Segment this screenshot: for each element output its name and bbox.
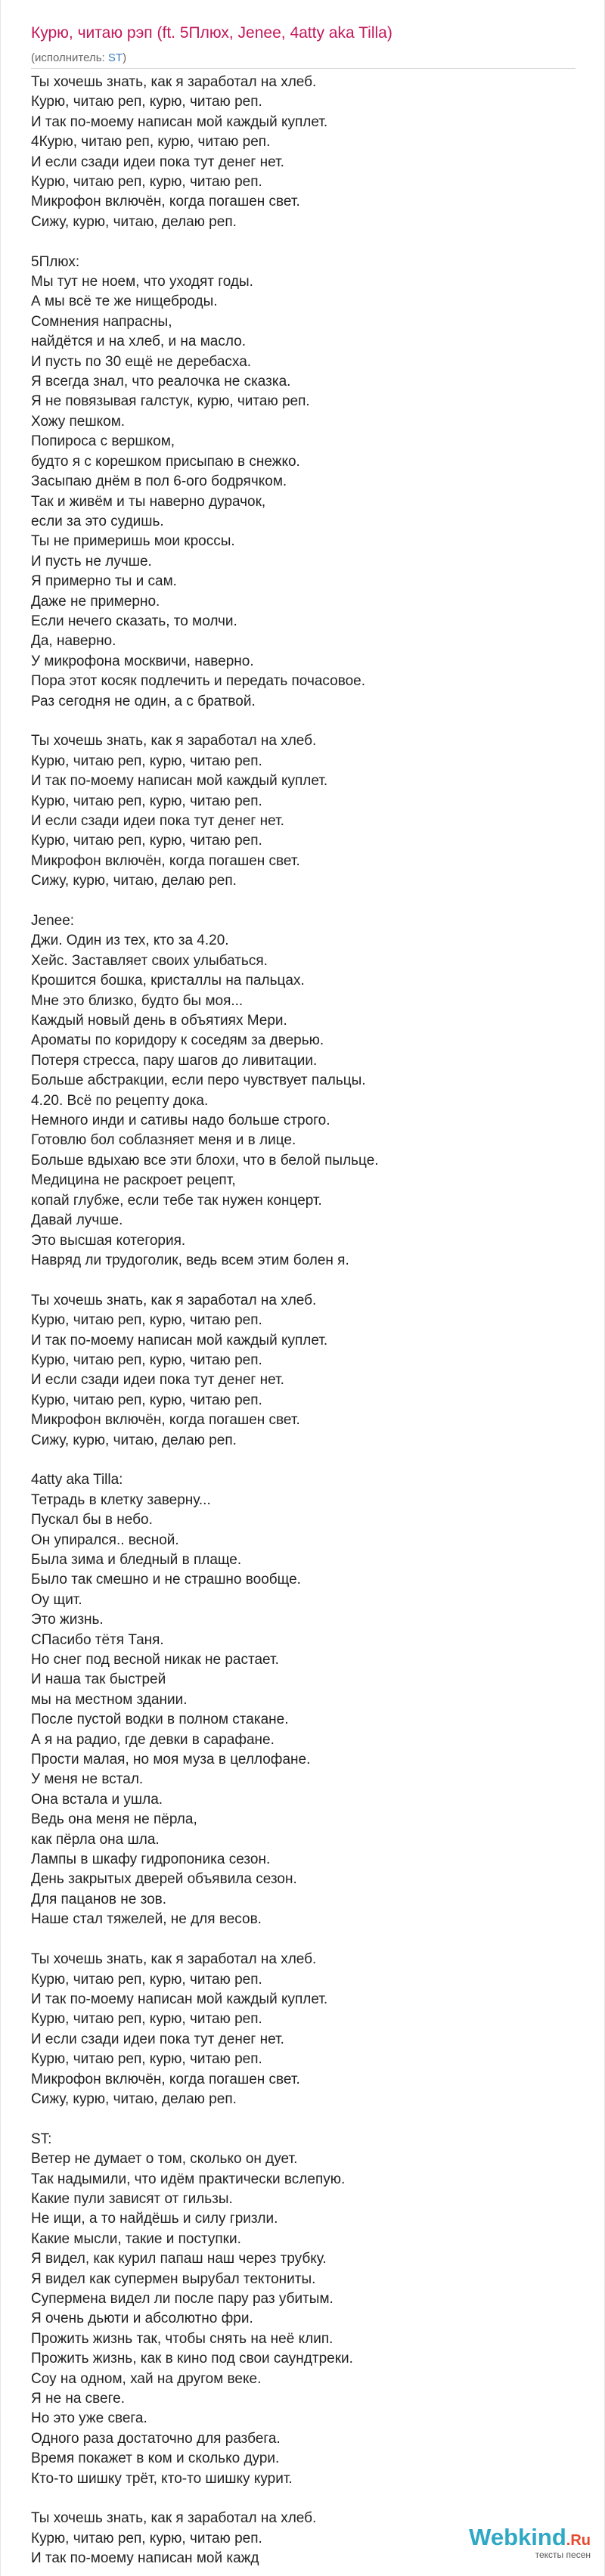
lyric-line: Да, наверно. <box>31 633 116 650</box>
logo-tagline: тексты песен <box>535 2550 591 2560</box>
lyric-line: Ведь она меня не пёрла, <box>31 1811 197 1828</box>
lyric-line: Ты хочешь знать, как я заработал на хлеб. <box>31 1951 317 1968</box>
lyric-line: Для пацанов не зов. <box>31 1891 167 1907</box>
lyric-line: Курю, читаю реп, курю, читаю реп. <box>31 2011 262 2028</box>
lyric-line: Курю, читаю реп, курю, читаю реп. <box>31 753 262 769</box>
lyric-line: Ты хочешь знать, как я заработал на хлеб. <box>31 2510 317 2527</box>
lyric-line: 4.20. Всё по рецепту дока. <box>31 1092 209 1109</box>
lyric-line: Мне это близко, будто бы моя... <box>31 992 244 1009</box>
lyric-blank-line <box>31 1271 576 1290</box>
lyric-line: И если сзади идеи пока тут денег нет. <box>31 1372 284 1389</box>
lyric-line: Это высшая котегория. <box>31 1232 186 1249</box>
lyric-line: Ветер не думает о том, сколько он дует. <box>31 2151 298 2168</box>
lyric-blank-line <box>31 1930 576 1950</box>
lyric-blank-line <box>31 232 576 252</box>
lyric-line: Попироса с вершком, <box>31 433 175 450</box>
lyric-line: Ты хочешь знать, как я заработал на хлеб. <box>31 74 317 90</box>
lyric-line: Было так смешно и не страшно вообще. <box>31 1572 301 1588</box>
lyric-line: Ароматы по коридору к соседям за дверью. <box>31 1032 324 1049</box>
lyric-line: Немного инди и сативы надо больше строго. <box>31 1113 330 1129</box>
lyric-blank-line <box>31 2489 576 2509</box>
logo-name: Webkind <box>469 2524 566 2550</box>
lyric-line: Я всегда знал, что реалочка не сказка. <box>31 374 291 390</box>
lyric-line: СПасибо тётя Таня. <box>31 1631 164 1648</box>
lyric-line: Курю, читаю реп, курю, читаю реп. <box>31 793 262 809</box>
lyric-line: найдётся и на хлеб, и на масло. <box>31 334 246 350</box>
lyric-line: Курю, читаю реп, курю, читаю реп. <box>31 2530 262 2547</box>
lyric-line: Сижу, курю, читаю, делаю реп. <box>31 213 237 230</box>
lyric-line: Микрофон включён, когда погашен свет. <box>31 1412 300 1429</box>
lyric-line: Сижу, курю, читаю, делаю реп. <box>31 1432 237 1448</box>
lyric-line: Так надымили, что идём практически вслепую. <box>31 2171 346 2187</box>
lyric-line: Jenee: <box>31 913 75 930</box>
lyric-line: Прожить жизнь, как в кино под свои саундтреки. <box>31 2351 353 2367</box>
lyric-line: Курю, читаю реп, курю, читаю реп. <box>31 2051 262 2068</box>
lyric-line: мы на местном здании. <box>31 1691 188 1708</box>
lyric-line: Хожу пешком. <box>31 413 126 430</box>
artist-link[interactable]: ST <box>107 51 123 64</box>
lyric-line: И так по-моему написан мой каждый куплет. <box>31 773 328 790</box>
lyric-line: Давай лучше. <box>31 1212 123 1229</box>
lyric-line: А мы всё те же нищеброды. <box>31 293 218 310</box>
lyric-line: И если сзади идеи пока тут денег нет. <box>31 154 284 170</box>
lyric-line: Не ищи, а то найдёшь и силу гризли. <box>31 2211 278 2227</box>
lyric-line: Я очень дьюти и абсолютно фри. <box>31 2311 253 2327</box>
lyric-line: Так и живём и ты наверно дурачок, <box>31 493 266 510</box>
lyric-line: Хейс. Заставляет своих улыбаться. <box>31 952 268 969</box>
lyric-line: И так по-моему написан мой каждый куплет. <box>31 1332 328 1349</box>
lyric-line: Соу на одном, хай на другом веке. <box>31 2370 262 2387</box>
lyric-line: Какие пули зависят от гильзы. <box>31 2190 233 2207</box>
lyric-line: Я не повязывая галстук, курю, читаю реп. <box>31 393 310 410</box>
header-divider <box>31 68 576 69</box>
lyric-line: Навряд ли трудоголик, ведь всем этим болен я. <box>31 1252 349 1268</box>
lyric-blank-line <box>31 1451 576 1470</box>
lyric-blank-line <box>31 2109 576 2129</box>
lyric-line: Сижу, курю, читаю, делаю реп. <box>31 873 237 889</box>
lyric-line: Засыпаю днём в пол 6-ого бодрячком. <box>31 473 287 490</box>
lyric-line: Потеря стресса, пару шагов до ливитации. <box>31 1052 318 1069</box>
lyric-line: Курю, читаю реп, курю, читаю реп. <box>31 833 262 849</box>
lyric-line: Но это уже свега. <box>31 2410 147 2427</box>
artist-prefix: (исполнитель: <box>31 51 105 64</box>
lyric-blank-line <box>31 892 576 911</box>
lyric-line: Каждый новый день в объятиях Мери. <box>31 1013 287 1029</box>
lyric-line: Я примерно ты и сам. <box>31 573 177 590</box>
lyric-line: Микрофон включён, когда погашен свет. <box>31 852 300 869</box>
lyric-line: 5Плюх: <box>31 253 80 270</box>
lyric-line: Это жизнь. <box>31 1612 104 1628</box>
lyric-line: будто я с корешком присыпаю в снежко. <box>31 453 300 470</box>
lyric-line: Наше стал тяжелей, не для весов. <box>31 1911 262 1928</box>
lyric-line: У микрофона москвичи, наверно. <box>31 653 254 669</box>
lyric-line: Но снег под весной никак не растает. <box>31 1652 279 1668</box>
lyric-line: Сижу, курю, читаю, делаю реп. <box>31 2090 237 2107</box>
logo-tld: .Ru <box>566 2532 591 2549</box>
lyric-line: Больше вдыхаю все эти блохи, что в белой пыльце. <box>31 1152 379 1169</box>
lyric-line: Сомнения напрасны, <box>31 313 172 330</box>
lyric-line: Ты хочешь знать, как я заработал на хлеб. <box>31 1292 317 1308</box>
lyric-line: После пустой водки в полном стакане. <box>31 1712 289 1728</box>
lyric-line: Была зима и бледный в плаще. <box>31 1551 242 1568</box>
lyrics-body <box>31 73 576 2569</box>
lyric-line: Время покажет в ком и сколько дури. <box>31 2450 280 2467</box>
lyric-line: Одного раза достаточно для разбега. <box>31 2430 281 2447</box>
lyric-line: Курю, читаю реп, курю, читаю реп. <box>31 174 262 191</box>
lyric-line: Готовлю бол соблазняет меня и в лице. <box>31 1132 296 1149</box>
artist-suffix: ) <box>123 51 127 64</box>
artist-line <box>31 51 126 64</box>
lyric-line: если за это судишь. <box>31 513 164 529</box>
lyric-line: Какие мысли, такие и поступки. <box>31 2230 241 2247</box>
lyric-line: Микрофон включён, когда погашен свет. <box>31 194 300 210</box>
lyric-line: 4atty aka Tilla: <box>31 1472 123 1488</box>
lyric-line: У меня не встал. <box>31 1771 144 1788</box>
lyric-line: ST: <box>31 2131 52 2147</box>
lyric-line: Крошится бошка, кристаллы на пальцах. <box>31 973 305 989</box>
lyric-line: Если нечего сказать, то молчи. <box>31 613 237 629</box>
lyric-line: Она встала и ушла. <box>31 1791 163 1808</box>
lyric-line: Супермена видел ли после пару раз убитым. <box>31 2290 334 2307</box>
lyric-line: Оу щит. <box>31 1591 82 1608</box>
lyric-line: Медицина не раскроет рецепт, <box>31 1172 236 1189</box>
site-logo[interactable] <box>469 2525 591 2559</box>
lyric-line: Я видел как супермен вырубал тектониты. <box>31 2270 316 2287</box>
lyric-line: Больше абстракции, если перо чувствует пальцы. <box>31 1072 366 1089</box>
lyric-line: И так по-моему написан мой каждый куплет. <box>31 1991 328 2007</box>
lyric-line: 4Курю, читаю реп, курю, читаю реп. <box>31 134 271 151</box>
lyric-line: Даже не примерно. <box>31 593 160 610</box>
lyric-blank-line <box>31 712 576 731</box>
lyric-line: Я не на свеге. <box>31 2391 125 2407</box>
lyric-line: копай глубже, если тебе так нужен концерт. <box>31 1192 322 1209</box>
lyric-line: Пора этот косяк подлечить и передать почасовое. <box>31 673 366 690</box>
logo-wordmark <box>469 2525 591 2549</box>
lyric-line: И пусть не лучше. <box>31 553 152 570</box>
lyric-line: День закрытых дверей объявила сезон. <box>31 1871 297 1888</box>
lyric-line: И так по-моему написан мой каждый куплет. <box>31 113 328 130</box>
lyric-line: Кто-то шишку трёт, кто-то шишку курит. <box>31 2470 293 2487</box>
lyric-line: И если сзади идеи пока тут денег нет. <box>31 813 284 829</box>
lyric-line: Я видел, как курил папаш наш через трубку. <box>31 2251 327 2267</box>
lyric-line: Курю, читаю реп, курю, читаю реп. <box>31 1352 262 1368</box>
lyric-line: Тетрадь в клетку заверну... <box>31 1491 211 1508</box>
lyric-line: Микрофон включён, когда погашен свет. <box>31 2071 300 2087</box>
lyric-line: Пускал бы в небо. <box>31 1512 153 1529</box>
lyric-line: Курю, читаю реп, курю, читаю реп. <box>31 94 262 110</box>
lyric-line: Курю, читаю реп, курю, читаю реп. <box>31 1971 262 1988</box>
lyric-line: Ты хочешь знать, как я заработал на хлеб. <box>31 733 317 750</box>
lyric-line: Лампы в шкафу гидропоника сезон. <box>31 1851 271 1868</box>
lyric-line: И наша так быстрей <box>31 1671 166 1688</box>
lyric-line: Он упирался.. весной. <box>31 1532 179 1548</box>
lyric-line: А я на радио, где девки в сарафане. <box>31 1731 275 1748</box>
lyric-line: Раз сегодня не один, а с братвой. <box>31 693 256 709</box>
lyric-line: И так по-моему написан мой кажд <box>31 2550 259 2567</box>
lyric-line: Ты не примеришь мои кроссы. <box>31 533 235 550</box>
lyric-line: Прожить жизнь так, чтобы снять на неё клип. <box>31 2330 334 2347</box>
lyric-line: Курю, читаю реп, курю, читаю реп. <box>31 1392 262 1408</box>
lyric-line: как пёрла она шла. <box>31 1831 160 1848</box>
lyric-line: И пусть по 30 ещё не деребасха. <box>31 353 252 370</box>
lyric-line: И если сзади идеи пока тут денег нет. <box>31 2031 284 2047</box>
lyric-line: Прости малая, но моя муза в целлофане. <box>31 1752 311 1768</box>
lyric-line: Джи. Один из тех, кто за 4.20. <box>31 933 229 949</box>
lyric-line: Курю, читаю реп, курю, читаю реп. <box>31 1312 262 1329</box>
lyric-line: Мы тут не ноем, что уходят годы. <box>31 274 253 290</box>
song-title: Курю, читаю рэп (ft. 5Плюх, Jenee, 4atty aka Tilla) <box>31 24 392 42</box>
